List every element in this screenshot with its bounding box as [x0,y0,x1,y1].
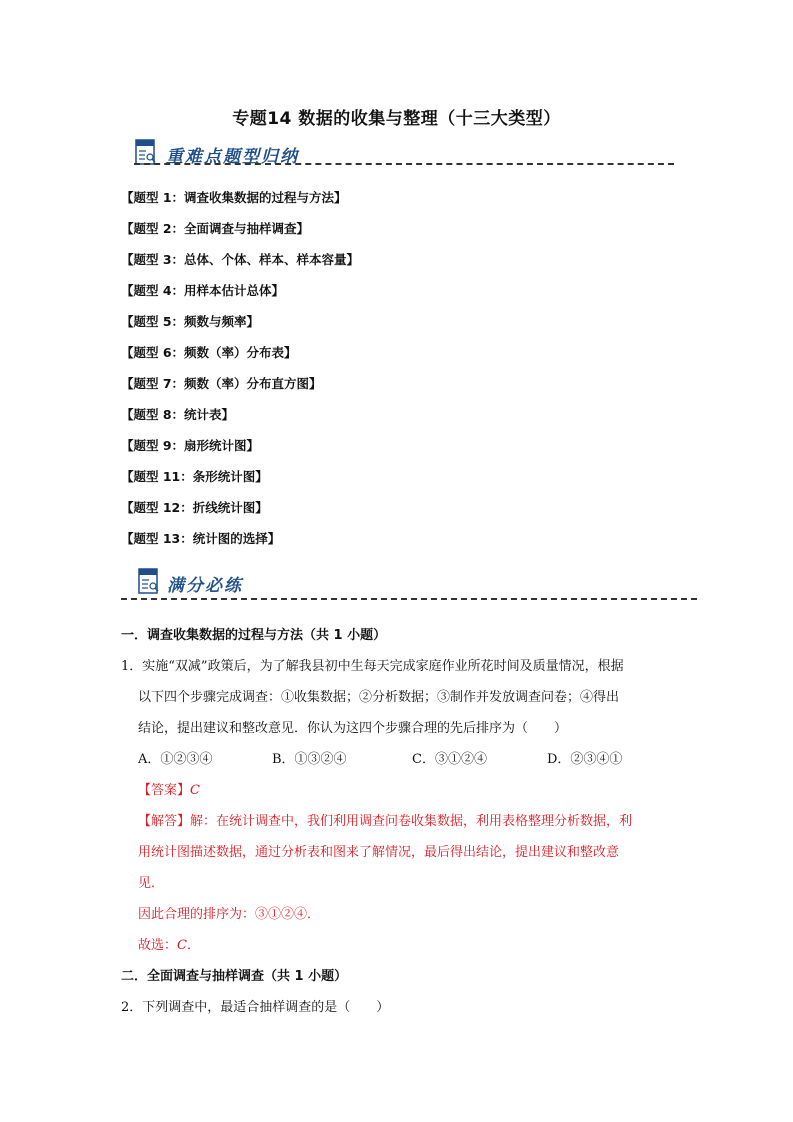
answer-line [138,779,200,798]
toc-item: 【题型 2：全面调查与抽样调查】 [121,221,310,236]
toc-item: 【题型 12：折线统计图】 [121,500,268,515]
dashed-divider [121,598,697,600]
explanation-text: 【解答】解：在统计调查中，我们利用调查问卷收集数据，利用表格整理分析数据，利 [138,814,633,829]
page-title: 专题14 数据的收集与整理（十三大类型） [232,109,561,129]
banner-label: 重难点题型归纳 [166,147,299,167]
choice-c: C．③①②④ [412,752,487,767]
final-answer-line [138,934,200,953]
final-end: ． [186,938,200,953]
question-text: 1．实施“双减”政策后，为了解我县初中生每天完成家庭作业所花时间及质量情况，根据 [121,659,624,674]
question-text: 2．下列调查中，最适合抽样调查的是（ ） [121,1000,390,1015]
final-value: C [177,938,187,953]
choice-b: B．①③②④ [272,752,347,767]
answer-value: C [190,783,200,798]
toc-item: 【题型 3：总体、个体、样本、样本容量】 [121,252,360,267]
question-text: 以下四个步骤完成调查：①收集数据；②分析数据；③制作并发放调查问卷；④得出 [138,690,620,705]
section-heading: 二．全面调查与抽样调查（共 1 小题） [121,969,348,984]
choice-d: D．②③④① [547,752,623,767]
explanation-text: 见． [138,876,165,891]
toc-item: 【题型 4：用样本估计总体】 [121,283,285,298]
toc-item: 【题型 6：频数（率）分布表】 [121,345,297,360]
banner-label: 满分必练 [167,576,243,596]
toc-item: 【题型 13：统计图的选择】 [121,531,281,546]
toc-item: 【题型 11：条形统计图】 [121,469,268,484]
explanation-text: 用统计图描述数据，通过分析表和图来了解情况，最后得出结论，提出建议和整改意 [138,845,620,860]
choice-a: A．①②③④ [138,752,213,767]
toc-item: 【题型 9：扇形统计图】 [121,438,260,453]
section-banner-practice [121,567,697,601]
question-text: 结论，提出建议和整改意见．你认为这四个步骤合理的先后排序为（ ） [138,721,568,736]
toc-item: 【题型 8：统计表】 [121,407,235,422]
explanation-text: 因此合理的排序为：③①②④． [138,907,321,922]
section-banner-key-types [134,138,674,172]
section-heading: 一．调查收集数据的过程与方法（共 1 小题） [121,628,387,643]
final-label: 故选： [138,938,178,953]
dashed-divider [134,163,674,165]
toc-item: 【题型 7：频数（率）分布直方图】 [121,376,322,391]
toc-item: 【题型 1：调查收集数据的过程与方法】 [121,190,347,205]
document-icon [137,567,161,597]
answer-label: 【答案】 [138,783,191,798]
toc-item: 【题型 5：频数与频率】 [121,314,260,329]
